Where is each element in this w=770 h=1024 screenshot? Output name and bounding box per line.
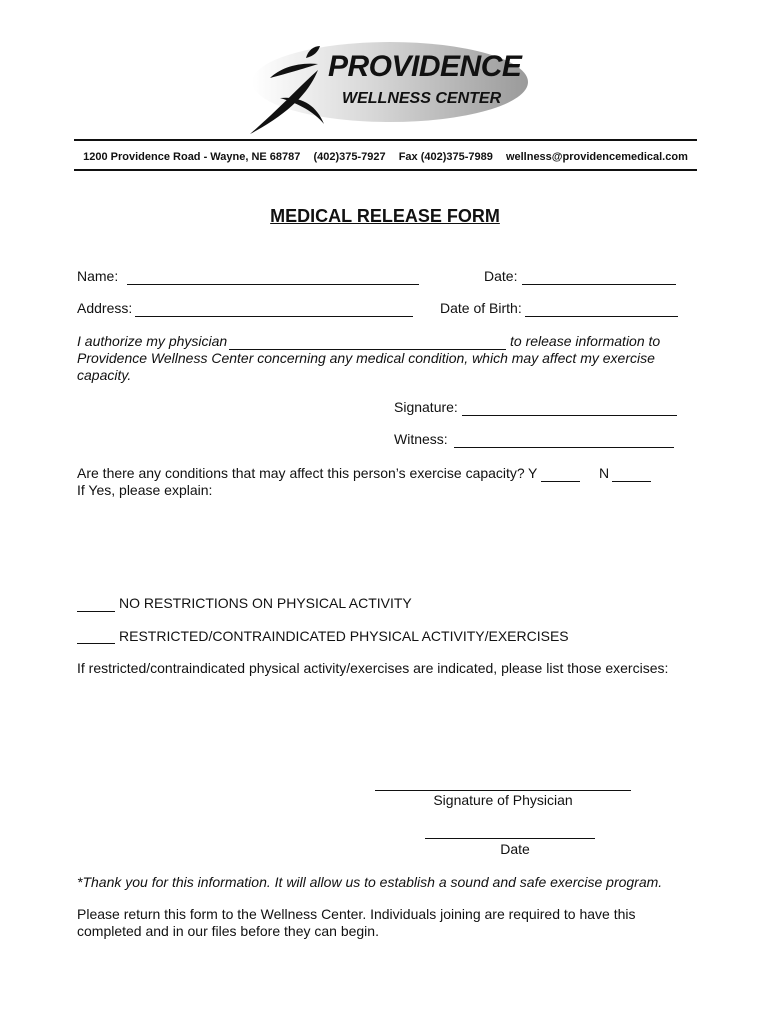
physician-date-field[interactable] xyxy=(425,838,595,839)
thank-you-note: *Thank you for this information. It will allow us to establish a sound and safe exercise program. xyxy=(77,874,663,890)
return-instructions-line-1: Please return this form to the Wellness Center. Individuals joining are required to have this xyxy=(77,906,636,922)
no-restrictions-label: NO RESTRICTIONS ON PHYSICAL ACTIVITY xyxy=(119,595,412,611)
logo-subtitle: WELLNESS CENTER xyxy=(342,90,502,107)
name-label: Name: xyxy=(77,268,119,284)
physician-signature-label: Signature of Physician xyxy=(433,792,573,808)
contact-email[interactable]: wellness@providencemedical.com xyxy=(505,151,688,163)
name-field[interactable] xyxy=(127,284,419,285)
bottom-rule xyxy=(74,169,697,171)
no-label: N xyxy=(599,465,610,481)
yes-label: Y xyxy=(528,465,538,481)
top-rule xyxy=(74,139,697,141)
signature-label: Signature: xyxy=(394,399,458,415)
explain-label: If Yes, please explain: xyxy=(77,482,213,498)
signature-field[interactable] xyxy=(462,415,677,416)
physician-date-label: Date xyxy=(500,841,530,857)
restricted-label: RESTRICTED/CONTRAINDICATED PHYSICAL ACTIVITY/EXERCISES xyxy=(119,628,569,644)
authorize-suffix: to release information to xyxy=(510,333,661,349)
authorize-line-3: capacity. xyxy=(77,367,132,383)
authorize-line-2: Providence Wellness Center concerning any medical condition, which may affect my exercise xyxy=(77,350,655,366)
dob-label: Date of Birth: xyxy=(440,300,522,316)
date-field[interactable] xyxy=(522,284,676,285)
restricted-field[interactable] xyxy=(77,643,115,644)
address-label: Address: xyxy=(77,300,133,316)
address-field[interactable] xyxy=(135,316,413,317)
date-label: Date: xyxy=(484,268,518,284)
logo-name: PROVIDENCE xyxy=(328,50,522,83)
dob-field[interactable] xyxy=(525,316,678,317)
contact-phone: (402)375-7927 xyxy=(313,151,386,163)
no-field[interactable] xyxy=(612,481,651,482)
no-restrictions-field[interactable] xyxy=(77,611,115,612)
physician-signature-field[interactable] xyxy=(375,790,631,791)
witness-label: Witness: xyxy=(394,431,448,447)
authorize-prefix: I authorize my physician xyxy=(77,333,228,349)
yes-field[interactable] xyxy=(541,481,580,482)
contact-strip xyxy=(74,151,697,163)
contact-fax: Fax (402)375-7989 xyxy=(398,151,493,163)
conditions-question: Are there any conditions that may affect this person’s exercise capacity? xyxy=(77,465,525,481)
form-title: MEDICAL RELEASE FORM xyxy=(270,206,500,226)
return-instructions-line-2: completed and in our files before they can begin. xyxy=(77,923,379,939)
witness-field[interactable] xyxy=(454,447,674,448)
restricted-list-label: If restricted/contraindicated physical activity/exercises are indicated, please list those exercises: xyxy=(77,660,669,676)
contact-address: 1200 Providence Road - Wayne, NE 68787 xyxy=(83,151,301,163)
providence-wellness-logo xyxy=(240,38,530,136)
